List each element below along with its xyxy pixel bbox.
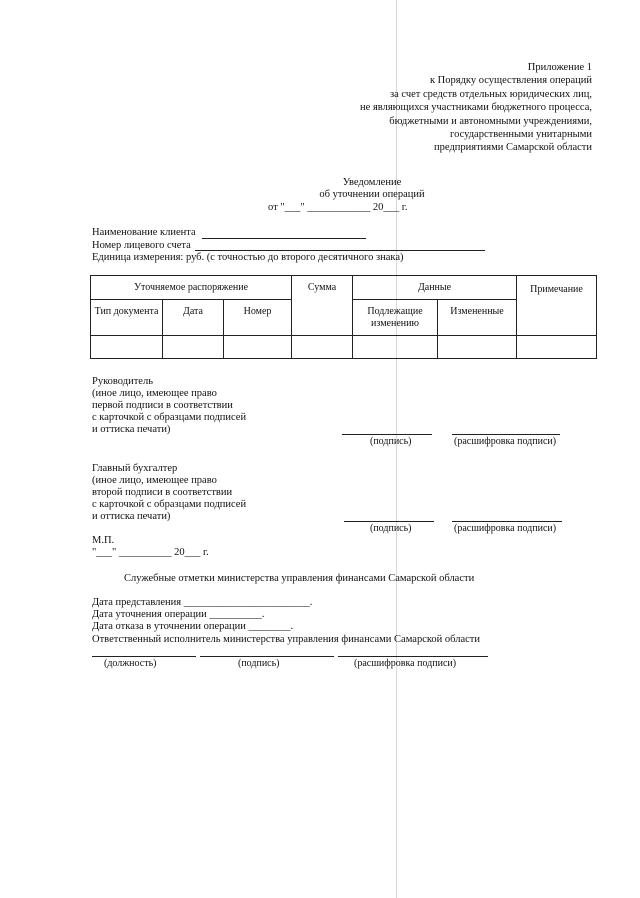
executor-signature-field[interactable] bbox=[200, 656, 334, 657]
head-decoding-caption: (расшифровка подписи) bbox=[454, 436, 557, 447]
accountant-signature-caption: (подпись) bbox=[370, 523, 412, 534]
appendix-line: к Порядку осуществления операций bbox=[429, 75, 592, 87]
executor-signature-caption: (подпись) bbox=[238, 658, 280, 669]
table-cell[interactable] bbox=[438, 336, 517, 359]
client-name-label: Наименование клиента bbox=[92, 227, 196, 238]
head-decoding-field[interactable] bbox=[452, 434, 560, 435]
table-cell[interactable] bbox=[517, 336, 597, 359]
refinement-date-line: Дата уточнения операции __________. bbox=[92, 609, 265, 620]
accountant-signature-field[interactable] bbox=[344, 521, 434, 522]
header-sum: Сумма bbox=[292, 276, 353, 336]
table-cell[interactable] bbox=[224, 336, 292, 359]
head-signature-caption: (подпись) bbox=[370, 436, 412, 447]
appendix-line: бюджетными и автономными учреждениями, bbox=[389, 115, 592, 127]
head-note: с карточкой с образцами подписей bbox=[92, 412, 247, 423]
executor-position-caption: (должность) bbox=[104, 658, 157, 669]
document-subtitle: об уточнении операций bbox=[319, 189, 425, 200]
unit-of-measure: Единица измерения: руб. (с точностью до второго десятичного знака) bbox=[92, 252, 404, 263]
subheader-doc-type: Тип документа bbox=[91, 300, 163, 336]
subheader-date: Дата bbox=[163, 300, 224, 336]
appendix-header bbox=[360, 61, 592, 155]
accountant-note: (иное лицо, имеющее право bbox=[92, 475, 217, 486]
header-data: Данные bbox=[353, 276, 517, 300]
accountant-note: второй подписи в соответствии bbox=[92, 487, 233, 498]
appendix-line: за счет средств отдельных юридических лиц, bbox=[389, 88, 592, 100]
table-cell[interactable] bbox=[163, 336, 224, 359]
account-number-label: Номер лицевого счета bbox=[92, 240, 191, 251]
subheader-to-change: Подлежащие изменению bbox=[353, 300, 438, 336]
header-note: Примечание bbox=[517, 276, 597, 336]
table-cell[interactable] bbox=[91, 336, 163, 359]
appendix-line: предприятиями Самарской области bbox=[434, 142, 592, 154]
head-note: (иное лицо, имеющее право bbox=[92, 388, 217, 399]
document-date-line: от "___" ____________ 20___ г. bbox=[268, 202, 408, 213]
subheader-number: Номер bbox=[224, 300, 292, 336]
accountant-decoding-caption: (расшифровка подписи) bbox=[454, 523, 557, 534]
table-cell[interactable] bbox=[353, 336, 438, 359]
ministry-heading: Служебные отметки министерства управления финансами Самарской области bbox=[124, 573, 475, 584]
accountant-decoding-field[interactable] bbox=[452, 521, 562, 522]
seal-date-line: "___" __________ 20___ г. bbox=[92, 547, 209, 558]
executor-decoding-field[interactable] bbox=[338, 656, 488, 657]
subheader-changed: Измененные bbox=[438, 300, 517, 336]
executor-decoding-caption: (расшифровка подписи) bbox=[354, 658, 457, 669]
accountant-label: Главный бухгалтер bbox=[92, 463, 178, 474]
table-row bbox=[91, 336, 597, 359]
executor-label: Ответственный исполнитель министерства управления финансами Самарской области bbox=[92, 634, 481, 645]
refinement-table bbox=[90, 275, 597, 359]
submission-date-line: Дата представления ________________________. bbox=[92, 597, 313, 608]
head-signature-field[interactable] bbox=[342, 434, 432, 435]
refusal-date-line: Дата отказа в уточнении операции ________. bbox=[92, 621, 294, 632]
table-cell[interactable] bbox=[292, 336, 353, 359]
appendix-line: государственными унитарными bbox=[450, 128, 592, 140]
head-label: Руководитель bbox=[92, 376, 153, 387]
seal-label: М.П. bbox=[92, 535, 115, 546]
header-order: Уточняемое распоряжение bbox=[91, 276, 292, 300]
head-note: первой подписи в соответствии bbox=[92, 400, 233, 411]
accountant-note: и оттиска печати) bbox=[92, 511, 171, 522]
head-note: и оттиска печати) bbox=[92, 424, 171, 435]
accountant-note: с карточкой с образцами подписей bbox=[92, 499, 247, 510]
appendix-line: Приложение 1 bbox=[527, 62, 592, 73]
appendix-line: не являющихся участниками бюджетного процесса, bbox=[360, 102, 592, 114]
client-name-field[interactable] bbox=[202, 238, 366, 239]
document-title: Уведомление bbox=[342, 177, 402, 188]
executor-position-field[interactable] bbox=[92, 656, 196, 657]
